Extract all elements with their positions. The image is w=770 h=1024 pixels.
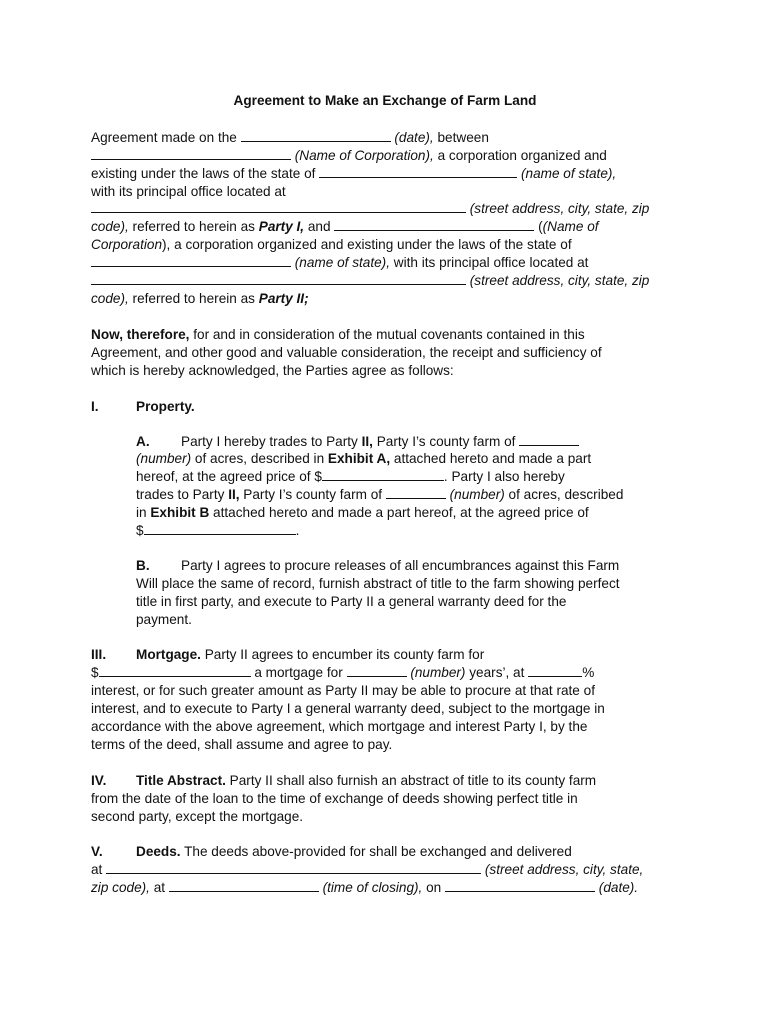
- recital-line-1: Now, therefore, for and in consideration of the mutual covenants contained in this: [91, 327, 585, 342]
- para-b-line-4: payment.: [136, 612, 192, 627]
- corporation-name-blank-2[interactable]: [334, 218, 534, 231]
- corporation-name-blank-1[interactable]: [91, 147, 291, 160]
- closing-address-blank[interactable]: [106, 861, 481, 874]
- state-blank-2[interactable]: [91, 254, 291, 267]
- mortgage-amount-blank[interactable]: [99, 664, 251, 677]
- intro-line-7: Corporation), a corporation organized and existing under the laws of the state of: [91, 237, 572, 252]
- section-3-line-4: interest, and to execute to Party I a general warranty deed, subject to the mortgage in: [91, 701, 605, 716]
- document-title: Agreement to Make an Exchange of Farm Land: [233, 93, 537, 108]
- para-b-line-3: title in first party, and execute to Party II a general warranty deed for the: [136, 594, 567, 609]
- section-5-line-3: zip code), at (time of closing), on (date).: [91, 880, 639, 895]
- para-a-line-5: in Exhibit B attached hereto and made a part hereof, at the agreed price of: [136, 505, 589, 520]
- para-a-line-6: $ .: [136, 523, 300, 538]
- years-blank[interactable]: [347, 664, 407, 677]
- para-a-line-2: (number) of acres, described in Exhibit A, attached hereto and made a part: [136, 451, 592, 466]
- section-5-number: V.: [91, 844, 103, 859]
- date-blank[interactable]: [241, 129, 391, 142]
- price-blank-2[interactable]: [144, 522, 296, 535]
- closing-date-blank[interactable]: [445, 879, 595, 892]
- address-blank-2[interactable]: [91, 272, 466, 285]
- section-5-line-2: at (street address, city, state,: [91, 862, 644, 877]
- closing-time-blank[interactable]: [169, 879, 319, 892]
- intro-line-1: Agreement made on the (date), between: [91, 130, 489, 145]
- intro-line-5: (street address, city, state, zip: [91, 200, 649, 218]
- intro-line-10: code), referred to herein as Party II;: [91, 291, 309, 306]
- intro-line-8: (name of state), with its principal office located at: [91, 254, 588, 272]
- recital-line-2: Agreement, and other good and valuable consideration, the receipt and sufficiency of: [91, 345, 602, 360]
- intro-line-9: (street address, city, state, zip: [91, 272, 649, 290]
- intro-line-3: existing under the laws of the state of (name of state),: [91, 166, 617, 181]
- price-blank-1[interactable]: [322, 468, 444, 481]
- intro-line-4: with its principal office located at: [91, 184, 286, 199]
- section-3-line-3: interest, or for such greater amount as Party II may be able to procure at that rate of: [91, 683, 595, 698]
- para-b-letter: B.: [136, 558, 150, 573]
- section-3-line-5: accordance with the above agreement, which mortgage and interest Party I, by the: [91, 719, 588, 734]
- section-3-line-2: $ a mortgage for (number) years’, at %: [91, 665, 595, 680]
- intro-line-2: (Name of Corporation), a corporation organized and: [91, 147, 607, 165]
- recital-line-3: which is hereby acknowledged, the Parties agree as follows:: [91, 363, 454, 378]
- para-a-line-4: trades to Party II, Party I’s county farm of (number) of acres, described: [136, 487, 624, 502]
- para-a-letter: A.: [136, 434, 150, 449]
- interest-rate-blank[interactable]: [528, 664, 582, 677]
- section-5-line-1: Deeds. The deeds above-provided for shall be exchanged and delivered: [136, 844, 572, 859]
- para-a-line-1: Party I hereby trades to Party II, Party I’s county farm of: [181, 433, 579, 451]
- acres-blank-2[interactable]: [386, 486, 446, 499]
- section-3-line-6: terms of the deed, shall assume and agree to pay.: [91, 737, 393, 752]
- intro-line-6: code), referred to herein as Party I, and ((Name of: [91, 219, 599, 234]
- acres-blank-1[interactable]: [519, 433, 579, 446]
- address-blank-1[interactable]: [91, 200, 466, 213]
- section-4-line-2: from the date of the loan to the time of exchange of deeds showing perfect title in: [91, 791, 578, 806]
- section-3-line-1: Mortgage. Party II agrees to encumber its county farm for: [136, 647, 485, 662]
- section-4-number: IV.: [91, 773, 107, 788]
- section-1-number: I.: [91, 399, 99, 414]
- para-a-line-3: hereof, at the agreed price of $ . Party I also hereby: [136, 469, 565, 484]
- section-1-heading: Property.: [136, 399, 195, 414]
- para-b-line-2: Will place the same of record, furnish abstract of title to the farm showing perfect: [136, 576, 620, 591]
- section-4-line-1: Title Abstract. Party II shall also furnish an abstract of title to its county farm: [136, 773, 597, 788]
- para-b-line-1: Party I agrees to procure releases of all encumbrances against this Farm: [181, 558, 620, 573]
- state-blank-1[interactable]: [319, 165, 517, 178]
- section-4-line-3: second party, except the mortgage.: [91, 809, 304, 824]
- section-3-number: III.: [91, 647, 107, 662]
